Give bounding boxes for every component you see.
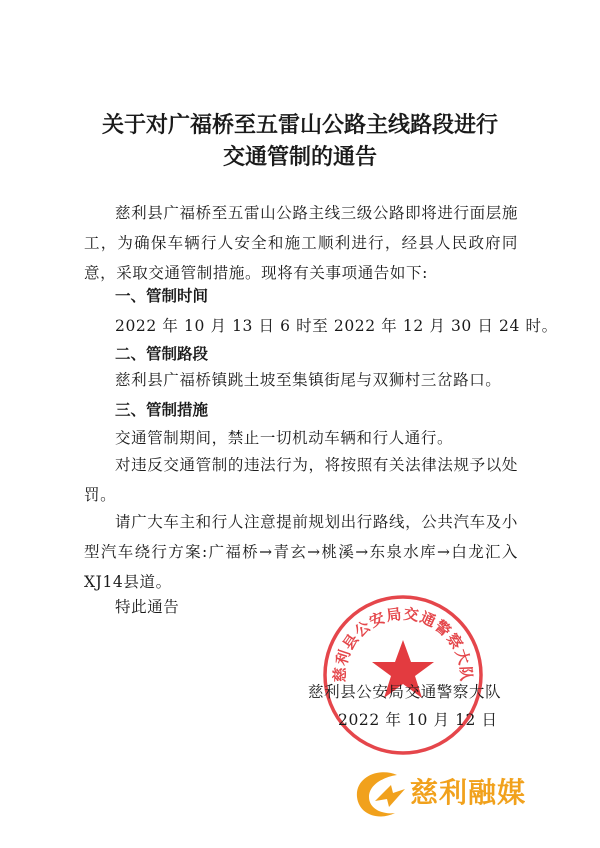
- detour-paragraph: 请广大车主和行人注意提前规划出行路线，公共汽车及小型汽车绕行方案:广福桥→青玄→桃溪→东泉水库→白龙汇入XJ14县道。: [84, 513, 518, 591]
- section-heading-time: 一、管制时间: [115, 287, 209, 305]
- brand-name: 慈利融媒: [410, 776, 527, 809]
- penalty-paragraph: 对违反交通管制的违法行为，将按照有关法律法规予以处罚。: [84, 456, 518, 504]
- section-body-road: 慈利县广福桥镇跳土坡至集镇街尾与双狮村三岔路口。: [115, 371, 502, 389]
- seal-text: 慈利县公安局交通警察大队: [330, 604, 476, 683]
- notice-title-line2: 交通管制的通告: [222, 144, 377, 170]
- official-seal: [318, 590, 488, 760]
- signature-org: 慈利县公安局交通警察大队: [308, 683, 502, 701]
- notice-title-line1: 关于对广福桥至五雷山公路主线路段进行: [101, 112, 498, 138]
- section-body-time: 2022 年 10 月 13 日 6 时至 2022 年 12 月 30 日 24 时。: [115, 317, 558, 335]
- signature-date: 2022 年 10 月 12 日: [338, 711, 498, 729]
- closing-text: 特此通告: [115, 598, 180, 616]
- section-heading-road: 二、管制路段: [115, 345, 209, 363]
- intro-paragraph: 慈利县广福桥至五雷山公路主线三级公路即将进行面层施工，为确保车辆行人安全和施工顺利进行，经县人民政府同意，采取交通管制措施。现将有关事项通告如下:: [84, 204, 518, 282]
- section-body-measures: 交通管制期间，禁止一切机动车辆和行人通行。: [115, 429, 454, 447]
- section-heading-measures: 三、管制措施: [115, 401, 209, 419]
